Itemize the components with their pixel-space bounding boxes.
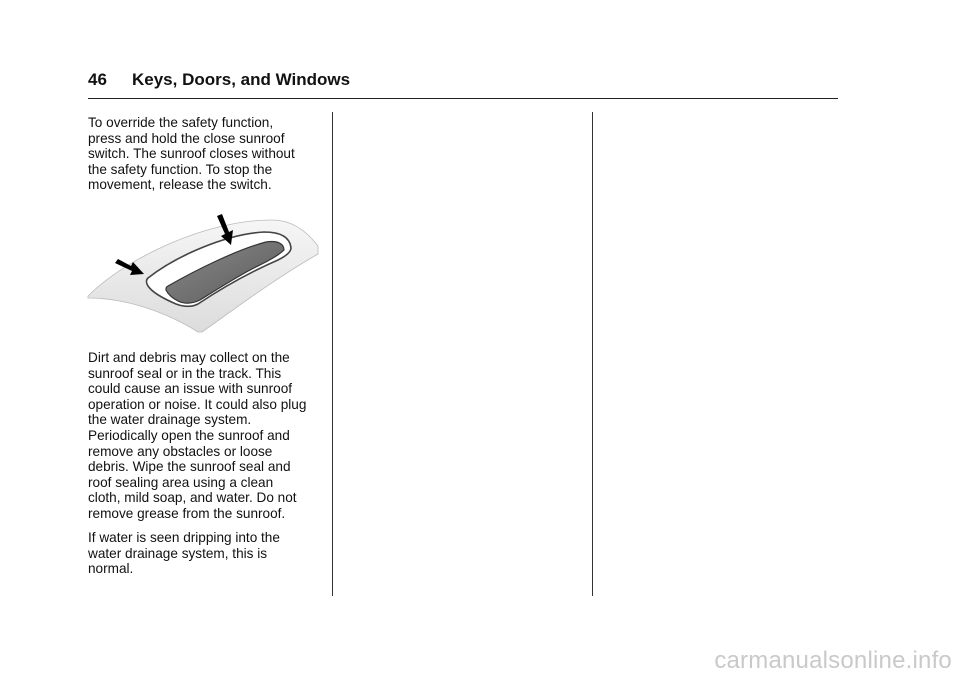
paragraph-safety-override [88,115,326,193]
text-line: the water drainage system. [88,412,252,428]
text-line: press and hold the close sunroof [88,130,285,146]
text-line: To override the safety function, [88,115,274,130]
text-line: remove any obstacles or loose [88,443,273,459]
sunroof-illustration [86,212,320,336]
header-rule [88,98,838,99]
text-line: normal. [88,561,134,577]
text-line: movement, release the switch. [88,177,272,193]
page-header [88,70,350,90]
paragraph-dirt-debris [88,350,326,522]
text-line: roof sealing area using a clean [88,474,274,490]
text-line: debris. Wipe the sunroof seal and [88,459,291,475]
text-line: Periodically open the sunroof and [88,427,290,443]
watermark-link[interactable]: carmanualsonline.info [714,647,952,674]
column-divider-right [592,112,593,596]
text-line: switch. The sunroof closes without [88,146,295,162]
text-line: sunroof seal or in the track. This [88,365,282,381]
text-line: water drainage system, this is [88,545,268,561]
text-line: If water is seen dripping into the [88,530,280,545]
text-line: could cause an issue with sunroof [88,381,293,397]
text-line: remove grease from the sunroof. [88,505,286,521]
column-divider-left [332,112,333,596]
text-line: the safety function. To stop the [88,161,273,177]
text-line: cloth, mild soap, and water. Do not [88,490,297,506]
text-line: Dirt and debris may collect on the [88,350,290,365]
page-number: 46 [88,70,107,89]
section-title: Keys, Doors, and Windows [132,70,351,89]
text-line: operation or noise. It could also plug [88,396,307,412]
paragraph-water-drainage [88,530,326,577]
